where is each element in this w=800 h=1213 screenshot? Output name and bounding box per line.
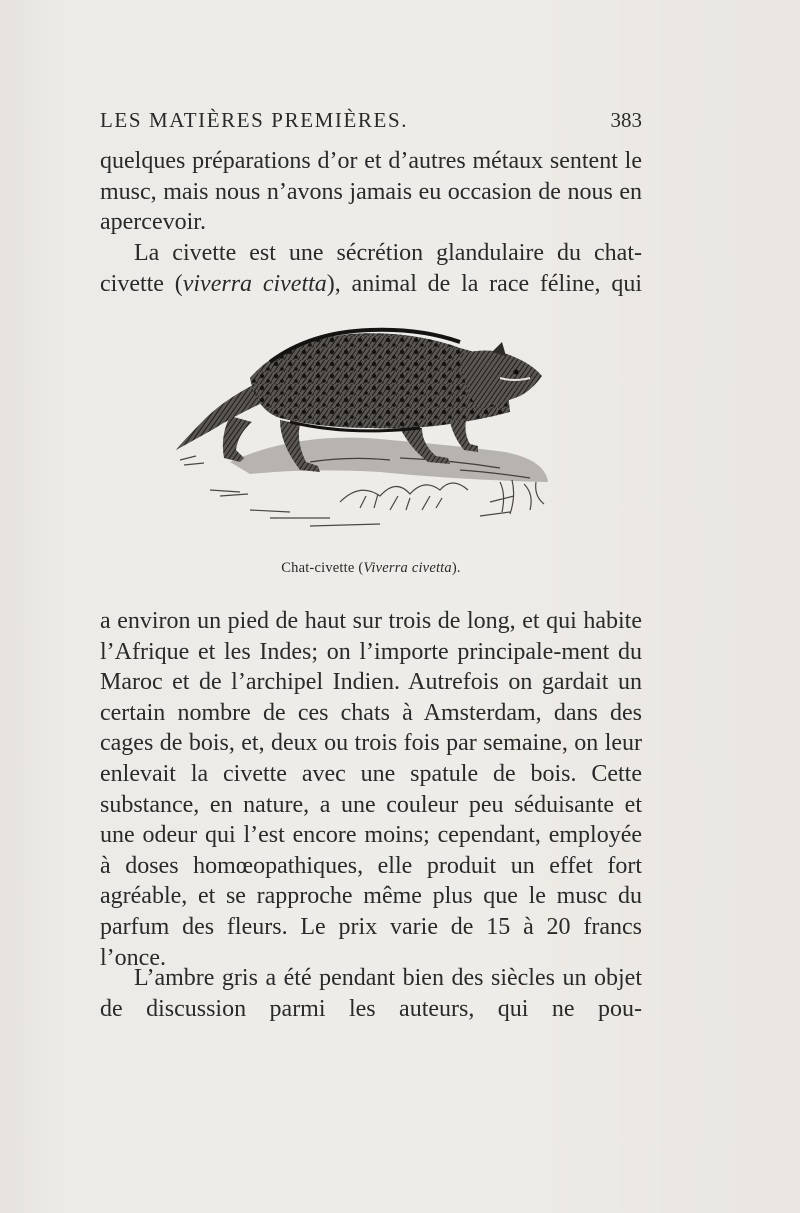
civet-engraving-icon	[160, 312, 590, 552]
paragraph-civet-description: a environ un pied de haut sur trois de long, et qui habite l’Afrique et les Indes; on l’importe principale-ment du Maroc et de l’archipel Indien. Autrefois on gardait un certain nombre de ces chats à Amsterdam, dans des cages de bois, et, deux ou trois fois par semaine, on leur enlevait la civette avec une spatule de bois. Cette substance, en nature, a une couleur peu séduisante et une odeur qui l’est encore moins; cependant, employée à doses homœopathiques, elle produit un effet fort agréable, et se rapproche même plus que le musc du parfum des fleurs. Le prix varie de 15 à 20 francs l’once.	[100, 608, 642, 971]
paragraph-metals-musk: quelques préparations d’or et d’autres métaux sentent le musc, mais nous n’avons jamais eu occasion de nous en apercevoir.	[100, 148, 642, 236]
civet-intro-text-before: La civette est une sécrétion glandulaire du chat-civette (	[100, 240, 642, 297]
caption-suffix: ).	[451, 560, 461, 576]
paragraph-civet-intro	[100, 238, 642, 300]
civet-illustration	[160, 312, 590, 552]
figure-caption	[100, 560, 642, 577]
caption-latin-name: Viverra civetta	[363, 560, 452, 576]
civet-latin-name: viverra civetta	[182, 270, 327, 297]
page-number: 383	[610, 108, 642, 132]
civet-intro-text-after: ), animal de la race féline, qui	[326, 270, 642, 297]
paragraph-ambergris: L’ambre gris a été pendant bien des siècles un objet de discussion parmi les auteurs, qui ne pou-	[100, 965, 642, 1022]
caption-prefix: Chat-civette (	[281, 560, 364, 576]
page-header	[100, 108, 642, 138]
running-title: LES MATIÈRES PREMIÈRES.	[100, 108, 409, 132]
